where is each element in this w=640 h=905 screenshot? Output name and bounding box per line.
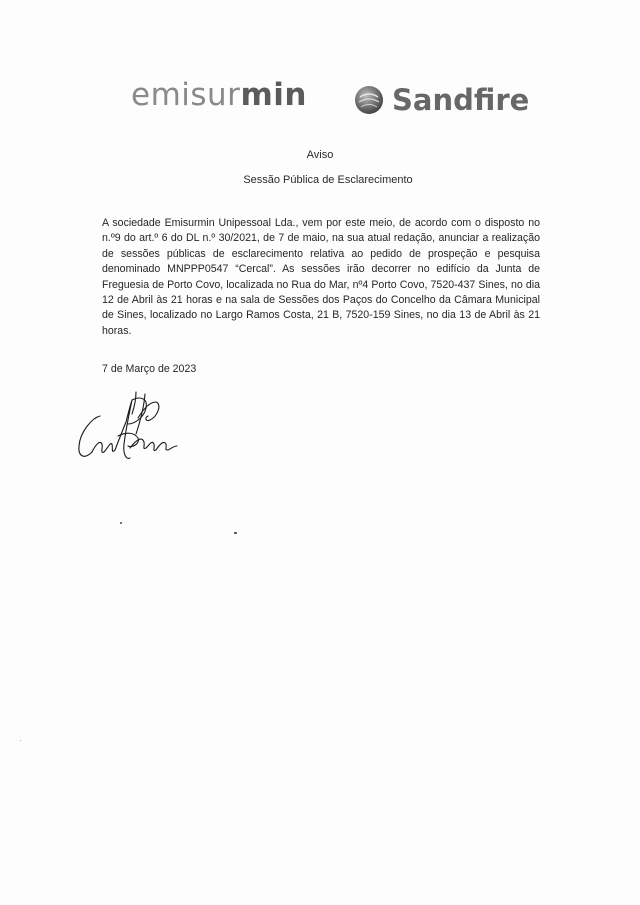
notice-title: Aviso bbox=[306, 149, 334, 161]
sandfire-wordmark: Sandfire bbox=[392, 82, 530, 117]
emisurmin-logo-bold: min bbox=[240, 77, 307, 113]
sandfire-globe-icon bbox=[354, 85, 384, 115]
scan-speck bbox=[120, 522, 122, 524]
scan-speck bbox=[234, 532, 237, 534]
emisurmin-logo-regular: emisur bbox=[131, 77, 241, 113]
emisurmin-logo bbox=[131, 77, 307, 113]
scan-speck bbox=[20, 740, 21, 741]
notice-date: 7 de Março de 2023 bbox=[102, 363, 197, 375]
handwritten-signature bbox=[70, 388, 190, 468]
sandfire-logo bbox=[354, 80, 529, 120]
notice-subtitle: Sessão Pública de Esclarecimento bbox=[243, 174, 413, 186]
notice-body: A sociedade Emisurmin Unipessoal Lda., vem por este meio, de acordo com o disposto no n.º9 do art.º 6 do DL n.º 30/2021, de 7 de maio, na sua atual redação, anunciar a realização de sessões públicas de esclarecimento relativa ao pedido de prospeção e pesquisa denominado MNPPP0547 “Cercal”. As sessões irão decorrer no edifício da Junta de Freguesia de Porto Covo, localizada no Rua do Mar, nº4 Porto Covo, 7520-437 Sines, no dia 12 de Abril às 21 horas e na sala de Sessões dos Paços do Concelho da Câmara Municipal de Sines, localizado no Largo Ramos Costa, 21 B, 7520-159 Sines, no dia 13 de Abril às 21 horas. bbox=[102, 217, 540, 337]
